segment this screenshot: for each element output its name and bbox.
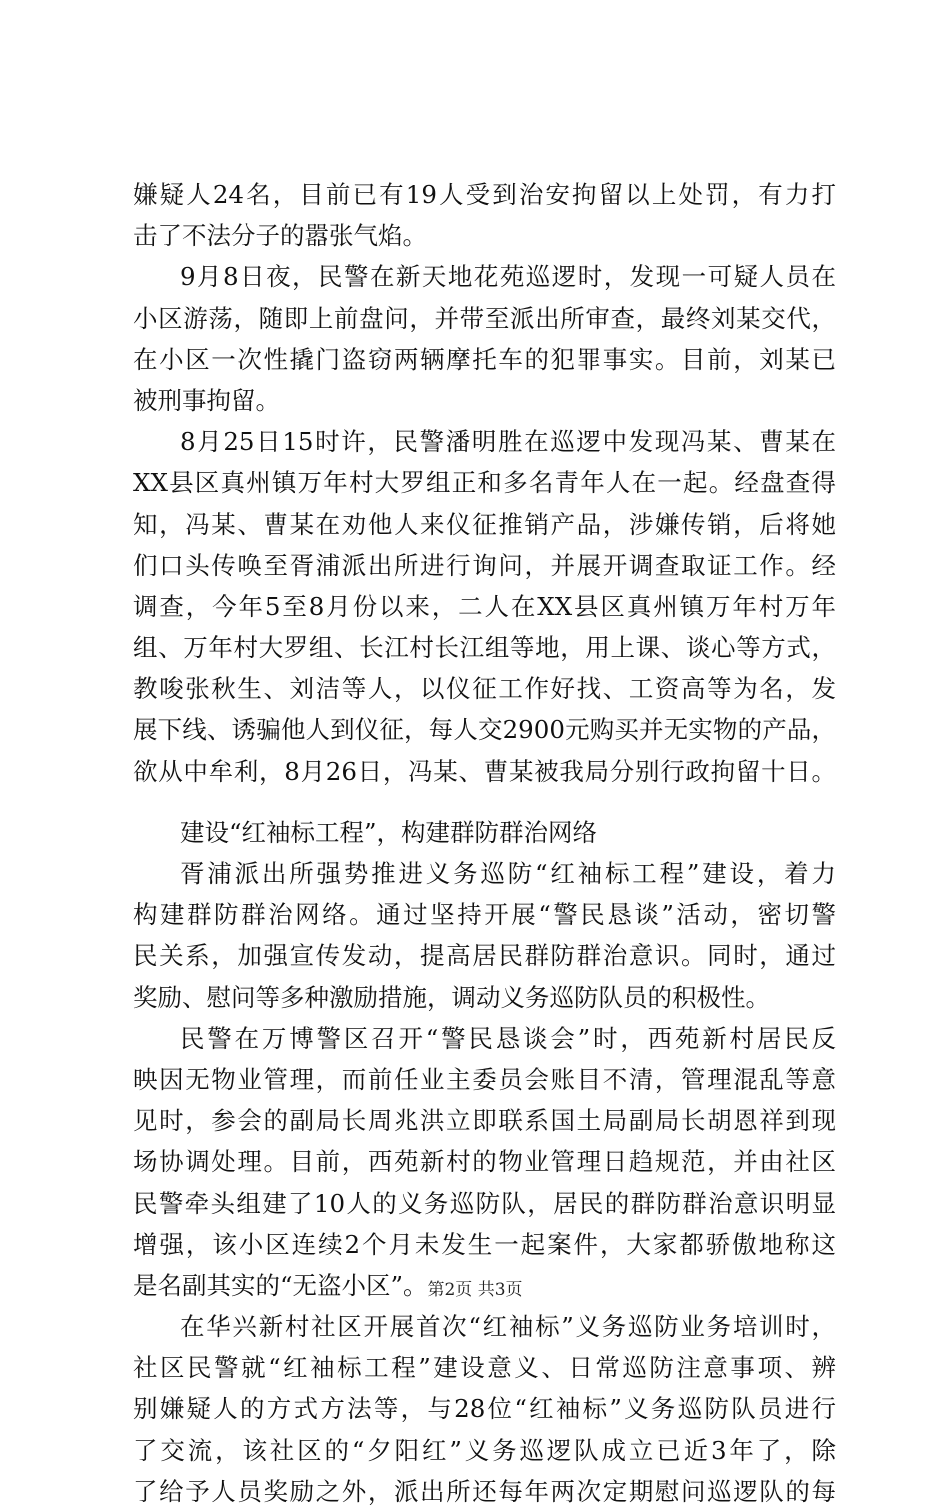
text-line: 击了不法分子的嚣张气焰。 (133, 221, 427, 251)
text-line: 欲从中牟利，8月26日，冯某、曹某被我局分别行政拘留十日。 (133, 756, 836, 786)
text-line: 胥浦派出所强势推进义务巡防“红袖标工程”建设，着力 (180, 859, 836, 888)
text-line: 小区游荡，随即上前盘问，并带至派出所审查，最终刘某交代， (133, 303, 836, 333)
text-line: 知，冯某、曹某在劝他人来仪征推销产品，涉嫌传销，后将她 (133, 509, 836, 539)
text-line: 是名副其实的“无盗小区”。 (133, 1270, 428, 1300)
text-line: 奖励、慰问等多种激励措施，调动义务巡防队员的积极性。 (133, 982, 770, 1012)
text-line: 别嫌疑人的方式方法等，与28位“红袖标”义务巡防队员进行 (133, 1394, 836, 1424)
text-line: 嫌疑人24名，目前已有19人受到治安拘留以上处罚，有力打 (133, 180, 836, 209)
text-line: 民警牵头组建了10人的义务巡防队，居民的群防群治意识明显 (133, 1188, 836, 1218)
document-body (133, 174, 836, 1512)
section-gap (133, 792, 836, 812)
text-line: 了交流，该社区的“夕阳红”义务巡逻队成立已近3年了，除 (133, 1435, 836, 1465)
text-line: 在小区一次性撬门盗窃两辆摩托车的犯罪事实。目前，刘某已 (133, 344, 836, 374)
text-line: 教唆张秋生、刘洁等人，以仪征工作好找、工资高等为名，发 (133, 674, 836, 704)
text-line: 民关系，加强宣传发动，提高居民群防群治意识。同时，通过 (133, 941, 836, 971)
text-line: 被刑事拘留。 (133, 385, 280, 415)
text-line: 民警在万博警区召开“警民恳谈会”时，西苑新村居民反 (180, 1023, 836, 1053)
page-footer: 第2页 共3页 (427, 1280, 523, 1300)
text-line: 构建群防群治网络。通过坚持开展“警民恳谈”活动，密切警 (133, 900, 836, 930)
text-line: 调查，今年5至8月份以来，二人在XX县区真州镇万年村万年 (133, 591, 836, 621)
text-line: 增强，该小区连续2个月未发生一起案件，大家都骄傲地称这 (133, 1229, 836, 1259)
text-line: 们口头传唤至胥浦派出所进行询问，并展开调查取证工作。经 (133, 550, 836, 580)
text-line: 见时，参会的副局长周兆洪立即联系国土局副局长胡恩祥到现 (133, 1106, 836, 1136)
text-line: 场协调处理。目前，西苑新村的物业管理日趋规范，并由社区 (133, 1147, 836, 1177)
text-line: 了给予人员奖励之外，派出所还每年两次定期慰问巡逻队的每 (133, 1476, 836, 1506)
text-line: 组、万年村大罗组、长江村长江组等地，用上课、谈心等方式， (133, 633, 836, 663)
text-line: 在华兴新村社区开展首次“红袖标”义务巡防业务培训时， (180, 1312, 836, 1342)
text-line: 社区民警就“红袖标工程”建设意义、日常巡防注意事项、辨 (133, 1353, 836, 1383)
text-line: 9月8日夜，民警在新天地花苑巡逻时，发现一可疑人员在 (180, 262, 836, 292)
text-line: 映因无物业管理，而前任业主委员会账目不清，管理混乱等意 (133, 1064, 836, 1094)
section-heading: 建设“红袖标工程”，构建群防群治网络 (180, 817, 598, 847)
text-line: 8月25日15时许，民警潘明胜在巡逻中发现冯某、曹某在 (180, 427, 836, 457)
text-line: 展下线、诱骗他人到仪征，每人交2900元购买并无实物的产品， (133, 715, 836, 745)
text-line: XX县区真州镇万年村大罗组正和多名青年人在一起。经盘查得 (133, 468, 836, 498)
